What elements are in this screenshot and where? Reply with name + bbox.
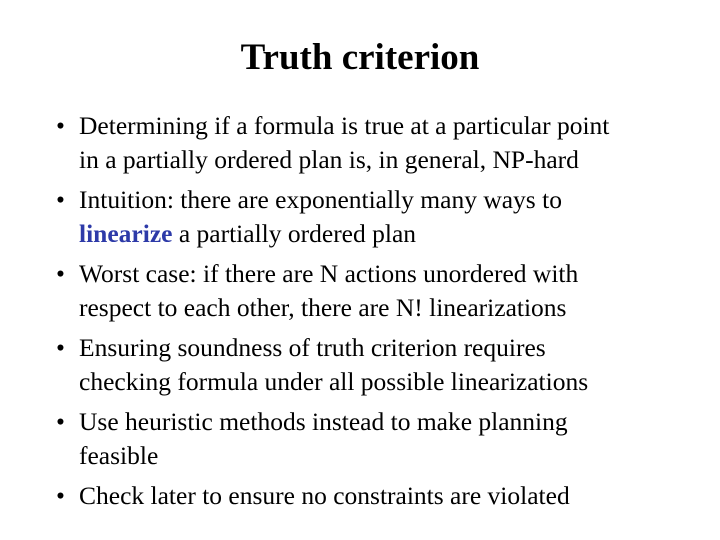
bullet-marker: • [56,111,65,140]
bullet-text-line: Use heuristic methods instead to make planning [79,407,568,436]
bullet-text-line: Worst case: if there are N actions unordered with [79,259,579,288]
highlighted-term: linearize [79,219,173,248]
bullet-marker: • [56,259,65,288]
bullet-item-5 [56,405,696,473]
bullet-text-line: feasible [79,441,159,470]
bullet-text-line: Check later to ensure no constraints are violated [79,481,570,510]
bullet-text-line: Determining if a formula is true at a particular point [79,111,610,140]
bullet-item-1 [56,109,696,177]
bullet-text-line: checking formula under all possible linearizations [79,367,589,396]
bullet-marker: • [56,481,65,510]
bullet-text-line: a partially ordered plan [172,219,417,248]
bullet-marker: • [56,333,65,362]
bullet-text-line: Ensuring soundness of truth criterion requires [79,333,546,362]
bullet-item-4 [56,331,696,399]
bullet-marker: • [56,407,65,436]
slide-title: Truth criterion [240,37,480,78]
bullet-item-2 [56,183,696,251]
bullet-text-line: in a partially ordered plan is, in general, NP-hard [79,145,579,174]
bullet-text-line: Intuition: there are exponentially many ways to [79,185,562,214]
bullet-item-6 [56,479,696,513]
bullet-list [56,109,696,519]
bullet-marker: • [56,185,65,214]
bullet-item-3 [56,257,696,325]
bullet-text-line: respect to each other, there are N! linearizations [79,293,567,322]
